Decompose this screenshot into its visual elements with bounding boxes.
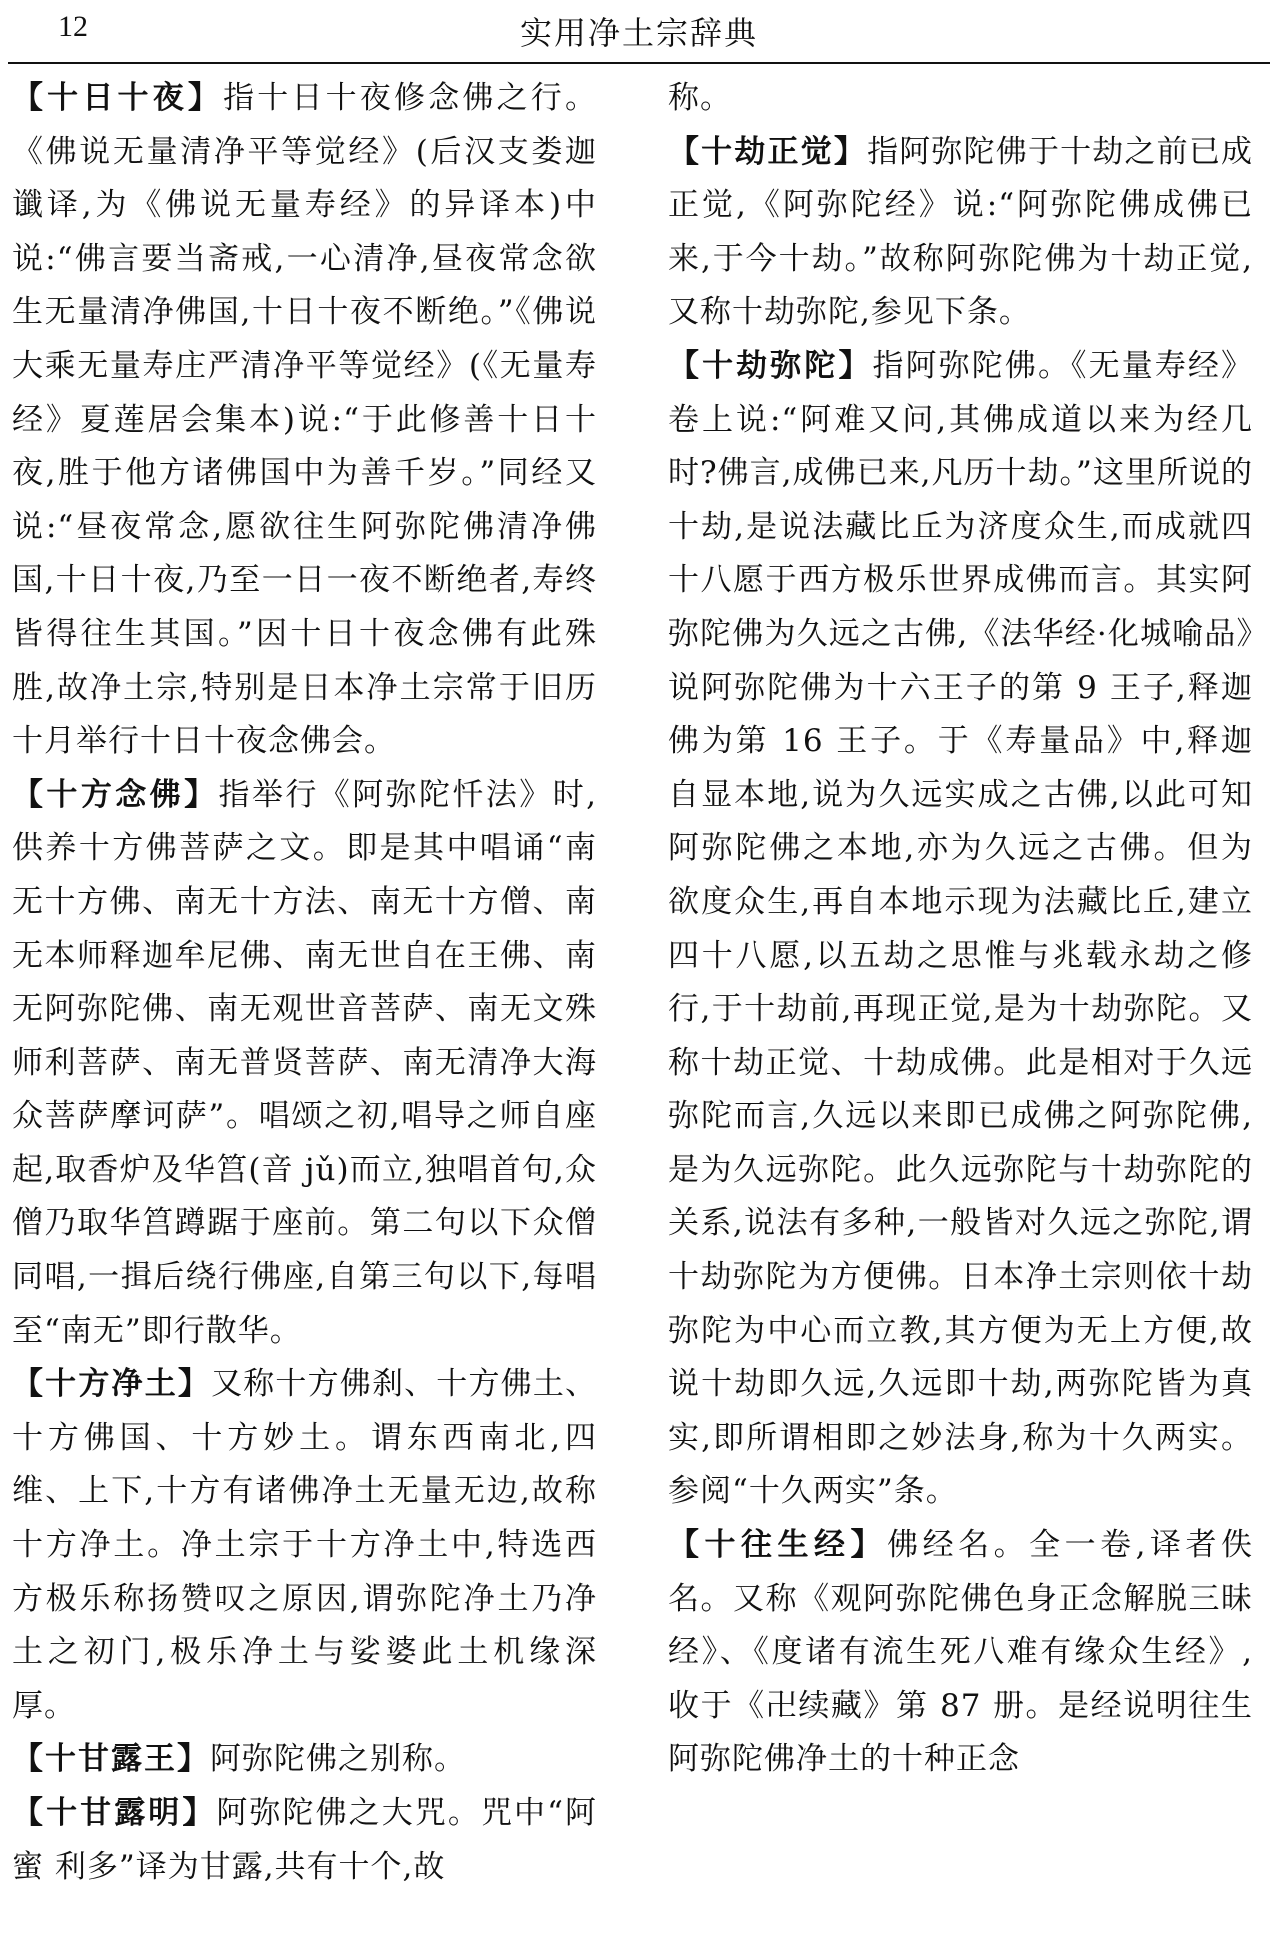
entry-text: 阿弥陀佛之大咒。咒中“阿蜜 利多”译为甘露,共有十个,故 bbox=[12, 1795, 597, 1885]
entry-headword: 【十往生经】 bbox=[668, 1527, 888, 1564]
page-header bbox=[8, 0, 1270, 66]
dictionary-entry bbox=[668, 126, 1253, 340]
entry-text: 阿弥陀佛之别称。 bbox=[210, 1741, 466, 1778]
running-title: 实用净土宗辞典 bbox=[519, 14, 758, 52]
entry-text: 又称十方佛刹、十方佛土、十方佛国、十方妙土。谓东西南北,四维、上下,十方有诸佛净土无量无边,故称十方净土。净土宗于十方净土中,特选西方极乐称扬赞叹之原因,谓弥陀净土乃净土之初门,极乐净土与娑婆此土机缘深厚。 bbox=[12, 1366, 598, 1724]
page-number: 12 bbox=[58, 10, 88, 43]
entry-text: 指举行《阿弥陀忏法》时,供养十方佛菩萨之文。即是其中唱诵“南无十方佛、南无十方法、南无十方僧、南无本师释迦牟尼佛、南无世自在王佛、南无阿弥陀佛、南无观世音菩萨、南无文殊师利菩萨、南无普贤菩萨、南无清净大海众菩萨摩诃萨”。唱颂之初,唱导之师自座起,取香炉及华筥(音 jǔ)而立,独唱首句,众僧乃取华筥蹲踞于座前。第二句以下众僧同唱,一揖后绕行佛座,自第三句以下,每唱至“南无”即行散华。 bbox=[12, 776, 598, 1349]
dictionary-entry bbox=[12, 1787, 597, 1894]
left-column bbox=[12, 72, 597, 1894]
dictionary-entry bbox=[12, 1358, 597, 1733]
header-rule bbox=[8, 62, 1270, 64]
entry-text: 指阿弥陀佛。《无量寿经》卷上说:“阿难又问,其佛成道以来为经几时?佛言,成佛已来,凡历十劫。”这里所说的十劫,是说法藏比丘为济度众生,而成就四十八愿于西方极乐世界成佛而言。其实阿弥陀佛为久远之古佛,《法华经·化城喻品》说阿弥陀佛为十六王子的第 9 王子,释迦佛为第 16 王子。于《寿量品》中,释迦自显本地,说为久远实成之古佛,以此可知阿弥陀佛之本地,亦为久远之古佛。但为欲度众生,再自本地示现为法藏比丘,建立四十八愿,以五劫之思惟与兆载永劫之修行,于十劫前,再现正觉,是为十劫弥陀。又称十劫正觉、十劫成佛。此是相对于久远弥陀而言,久远以来即已成佛之阿弥陀佛,是为久远弥陀。此久远弥陀与十劫弥陀的关系,说法有多种,一般皆对久远之弥陀,谓十劫弥陀为方便佛。日本净土宗则依十劫弥陀为中心而立教,其方便为无上方便,故说十劫即久远,久远即十劫,两弥陀皆为真实,即所谓相即之妙法身,称为十久两实。参阅“十久两实”条。 bbox=[668, 347, 1254, 1510]
dictionary-entry bbox=[12, 1733, 597, 1787]
entry-headword: 【十方念佛】 bbox=[12, 776, 219, 813]
entry-text: 佛经名。全一卷,译者佚名。又称《观阿弥陀佛色身正念解脱三昧经》、《度诸有流生死八难有缘众生经》,收于《卍续藏》第 87 册。是经说明往生阿弥陀佛净土的十种正念 bbox=[668, 1527, 1254, 1778]
dictionary-entry bbox=[668, 340, 1253, 1519]
entry-headword: 【十日十夜】 bbox=[12, 80, 224, 116]
dictionary-entry bbox=[12, 769, 597, 1359]
dictionary-entry bbox=[668, 1519, 1253, 1787]
entry-headword: 【十劫弥陀】 bbox=[668, 347, 873, 384]
entry-text: 指阿弥陀佛于十劫之前已成正觉,《阿弥陀经》说:“阿弥陀佛成佛已来,于今十劫。”故称阿弥陀佛为十劫正觉,又称十劫弥陀,参见下条。 bbox=[668, 133, 1254, 331]
dictionary-entry-continuation bbox=[668, 72, 1253, 126]
entry-headword: 【十甘露王】 bbox=[12, 1741, 210, 1778]
right-column bbox=[668, 72, 1253, 1787]
entry-headword: 【十方净土】 bbox=[12, 1366, 212, 1403]
entry-headword: 【十劫正觉】 bbox=[668, 133, 868, 170]
entry-text: 指十日十夜修念佛之行。《佛说无量清净平等觉经》(后汉支娄迦谶译,为《佛说无量寿经》的异译本)中说:“佛言要当斋戒,一心清净,昼夜常念欲生无量清净佛国,十日十夜不断绝。”《佛说大乘无量寿庄严清净平等觉经》(《无量寿经》夏莲居会集本)说:“于此修善十日十夜,胜于他方诸佛国中为善千岁。”同经又说:“昼夜常念,愿欲往生阿弥陀佛清净佛国,十日十夜,乃至一日一夜不断绝者,寿终皆得往生其国。”因十日十夜念佛有此殊胜,故净土宗,特别是日本净土宗常于旧历十月举行十日十夜念佛会。 bbox=[12, 80, 597, 760]
dictionary-entry bbox=[12, 72, 597, 769]
entry-headword: 【十甘露明】 bbox=[12, 1795, 217, 1831]
entry-text: 称。 bbox=[668, 80, 732, 116]
